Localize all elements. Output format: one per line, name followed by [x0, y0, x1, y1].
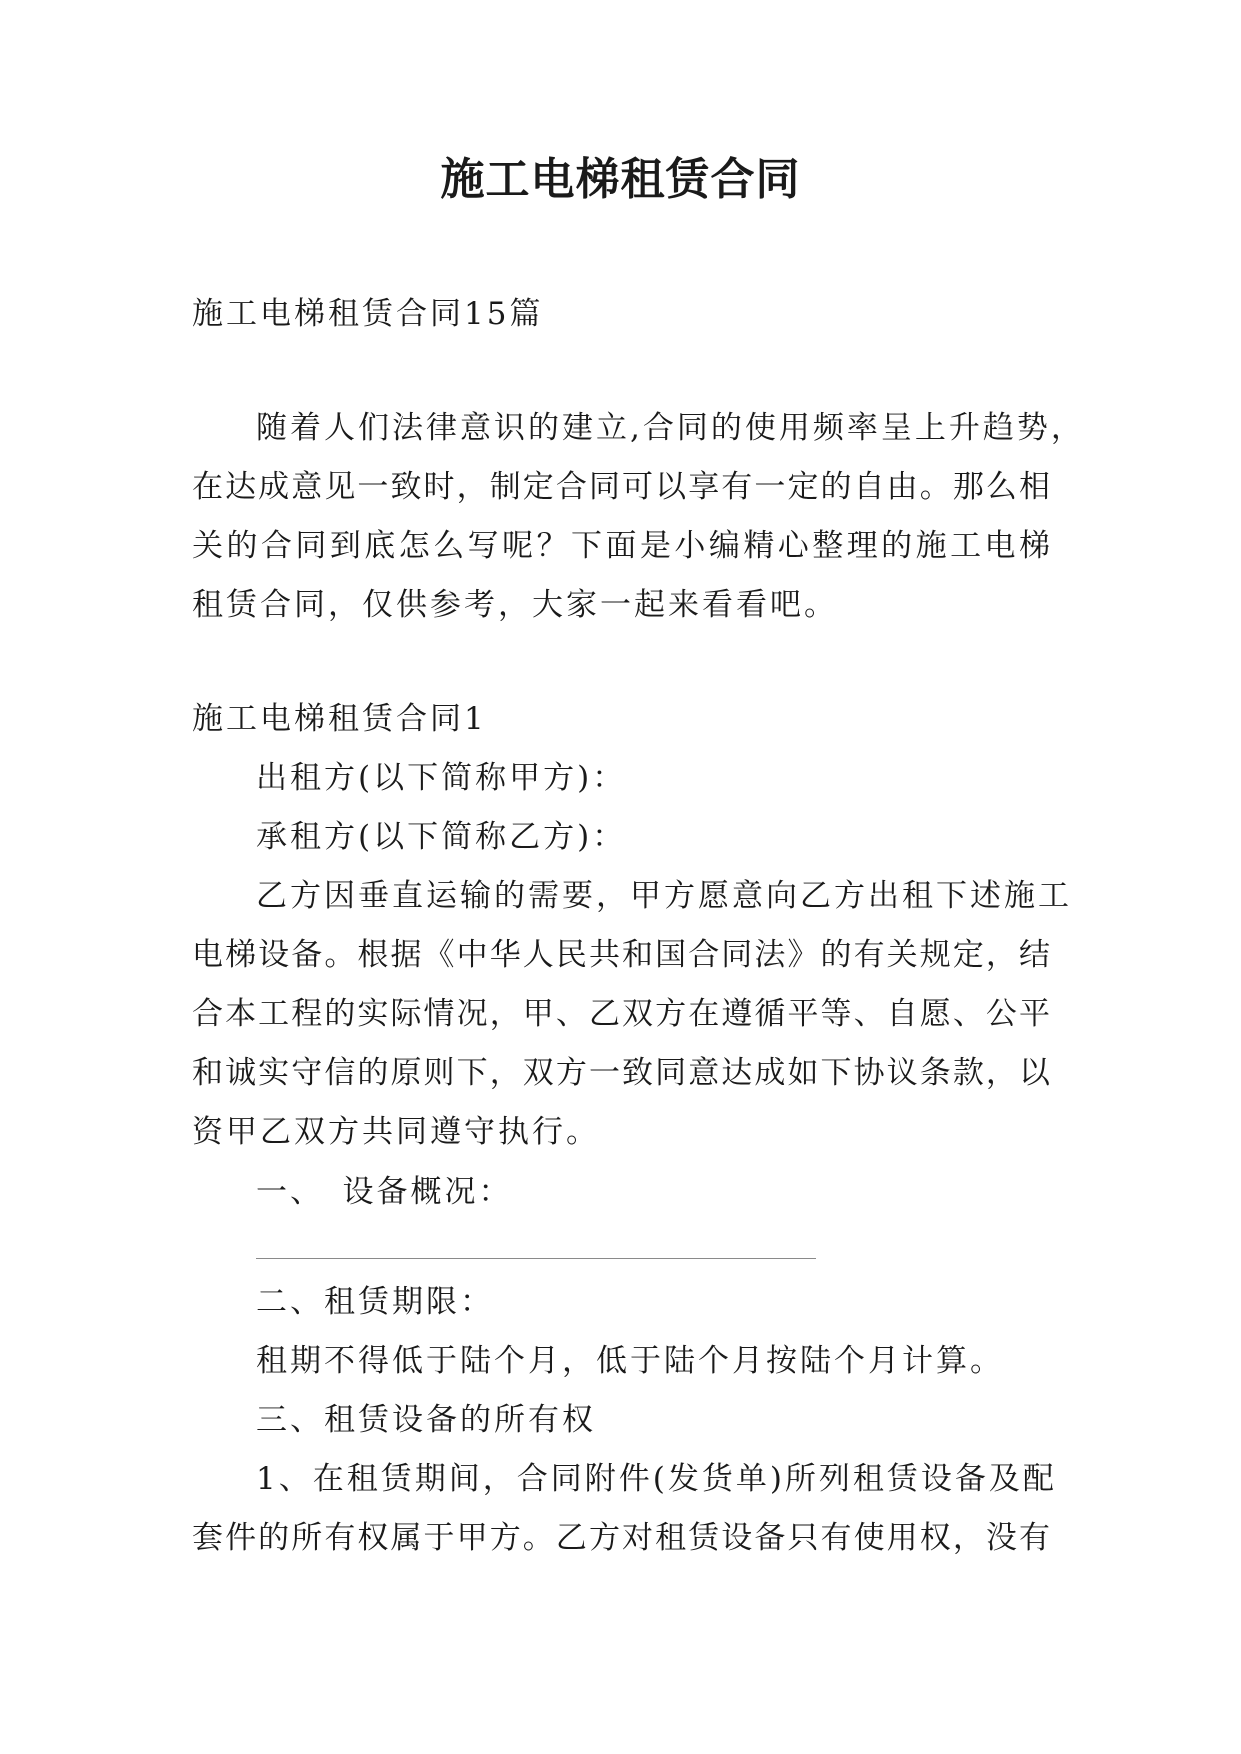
- section-3-heading: 三、租赁设备的所有权: [256, 1402, 596, 1438]
- intro-line: 关的合同到底怎么写呢？下面是小编精心整理的施工电梯: [192, 528, 1052, 564]
- lessee-line: 承租方(以下简称乙方)：: [256, 819, 627, 855]
- section-3-item-line: 套件的所有权属于甲方。乙方对租赁设备只有使用权，没有: [192, 1520, 1052, 1556]
- purpose-line: 合本工程的实际情况，甲、乙双方在遵循平等、自愿、公平: [192, 996, 1052, 1032]
- blank-fill-line: [256, 1258, 816, 1259]
- purpose-line: 电梯设备。根据《中华人民共和国合同法》的有关规定，结: [192, 937, 1052, 973]
- intro-line: 随着人们法律意识的建立,合同的使用频率呈上升趋势，: [256, 410, 1085, 446]
- section-2-heading: 二、租赁期限：: [256, 1284, 494, 1320]
- section-1-heading: 一、 设备概况：: [256, 1174, 513, 1210]
- section-3-item-line: 1、在租赁期间，合同附件(发货单)所列租赁设备及配: [256, 1461, 1057, 1497]
- lessor-line: 出租方(以下简称甲方)：: [256, 760, 627, 796]
- document-subtitle: 施工电梯租赁合同15篇: [192, 296, 544, 332]
- purpose-line: 和诚实守信的原则下，双方一致同意达成如下协议条款，以: [192, 1055, 1052, 1091]
- purpose-line: 资甲乙双方共同遵守执行。: [192, 1114, 600, 1150]
- contract-heading: 施工电梯租赁合同1: [192, 701, 487, 737]
- section-2-text: 租期不得低于陆个月，低于陆个月按陆个月计算。: [256, 1343, 1004, 1379]
- purpose-line: 乙方因垂直运输的需要，甲方愿意向乙方出租下述施工: [256, 878, 1072, 914]
- intro-line: 租赁合同，仅供参考，大家一起来看看吧。: [192, 587, 838, 623]
- document-title: 施工电梯租赁合同: [440, 154, 801, 205]
- intro-line: 在达成意见一致时，制定合同可以享有一定的自由。那么相: [192, 469, 1052, 505]
